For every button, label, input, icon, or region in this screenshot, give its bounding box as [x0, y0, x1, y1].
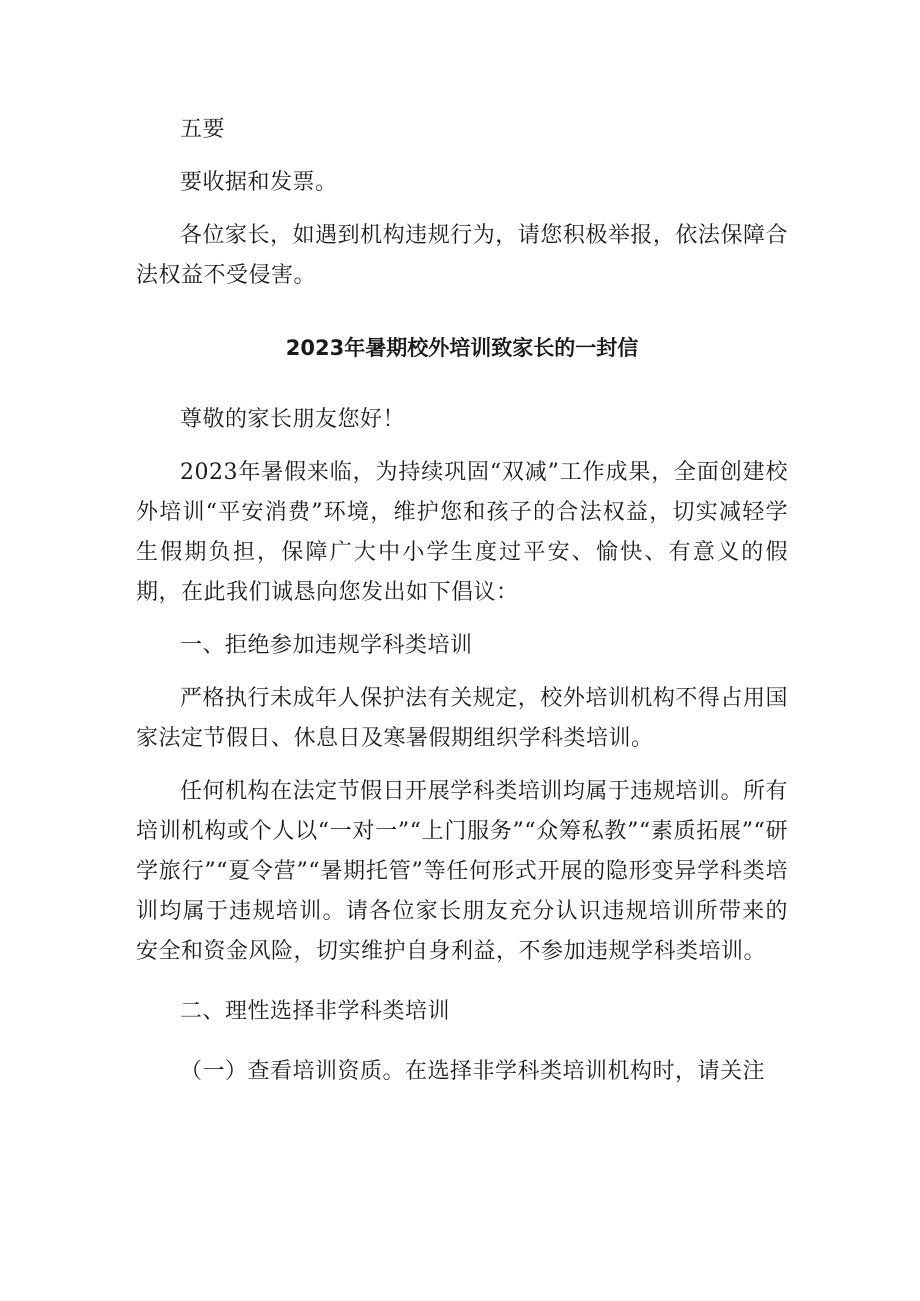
section-2-item-1: （一）查看培训资质。在选择非学科类培训机构时，请关注: [180, 1059, 766, 1084]
section-1-paragraph-2: 任何机构在法定节假日开展学科类培训均属于违规培训。所有培训机构或个人以“一对一”“上门服务”“众筹私教”“素质拓展”“研学旅行”“夏令营”“暑期托管”等任何形式开展的隐形变异学科类培训均属于违规培训。请各位家长朋友充分认识违规培训所带来的安全和资金风险，切实维护自身利益，不参加违规学科类培训。: [136, 779, 788, 964]
document-title: 2023年暑期校外培训致家长的一封信: [285, 336, 639, 360]
document-page: [136, 110, 788, 1092]
section-1-heading: 一、拒绝参加违规学科类培训: [180, 633, 473, 658]
fragment-line-1: 五要: [180, 117, 226, 142]
fragment-line-2: 要收据和发票。: [180, 170, 338, 195]
section-1-paragraph-1: 严格执行未成年人保护法有关规定，校外培训机构不得占用国家法定节假日、休息日及寒暑假期组织学科类培训。: [136, 686, 788, 751]
notice-paragraph: 各位家长，如遇到机构违规行为，请您积极举报，依法保障合法权益不受侵害。: [136, 223, 788, 288]
intro-paragraph: 2023年暑假来临，为持续巩固“双减”工作成果，全面创建校外培训“平安消费”环境，维护您和孩子的合法权益，切实减轻学生假期负担，保障广大中小学生度过平安、愉快、有意义的假期，在此我们诚恳向您发出如下倡议：: [136, 460, 788, 605]
section-2-heading: 二、理性选择非学科类培训: [180, 999, 451, 1024]
salutation: 尊敬的家长朋友您好！: [180, 407, 406, 432]
